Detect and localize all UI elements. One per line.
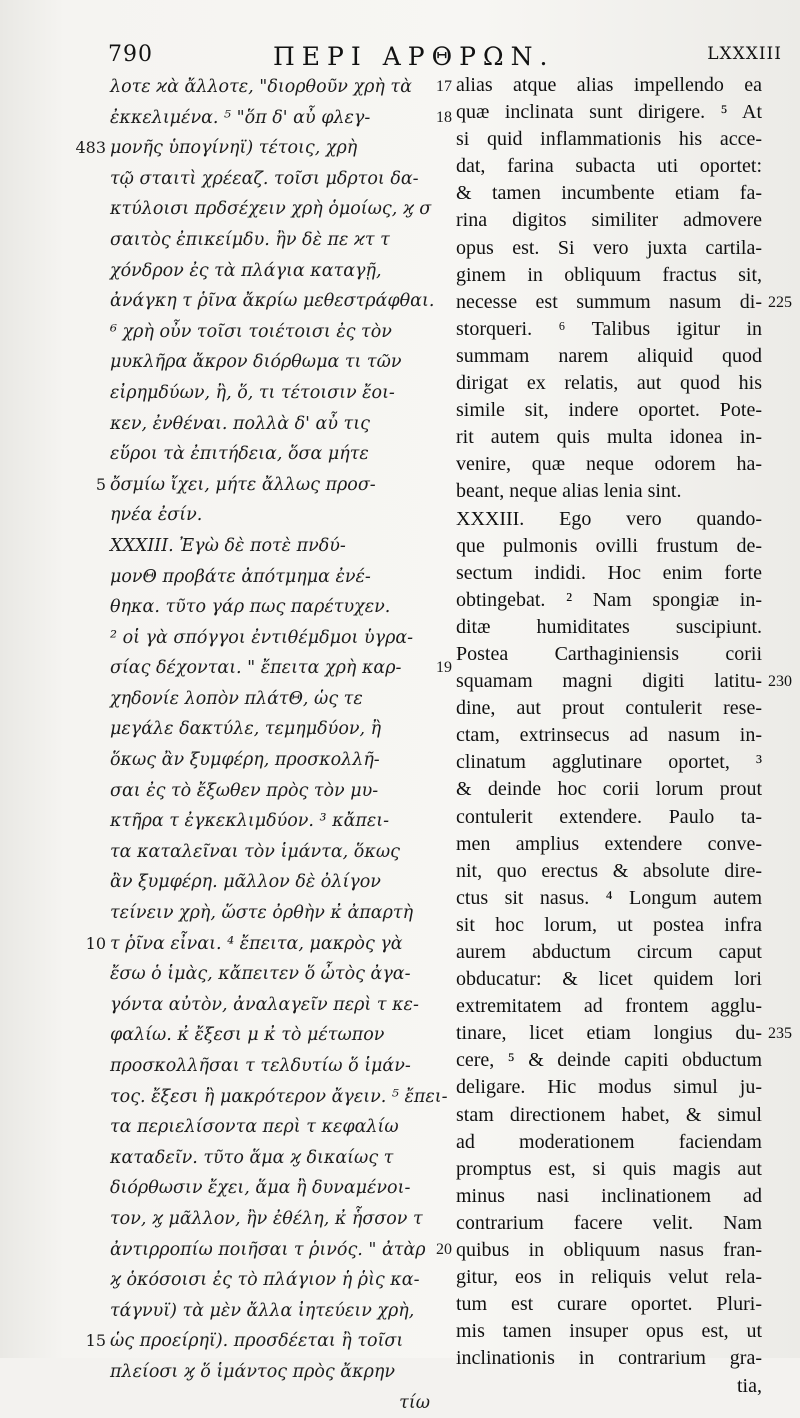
latin-column xyxy=(456,72,792,1400)
text-line xyxy=(110,990,430,1021)
line-text: σαιτὸς ἐπικείμδυ. ἢν δὲ πε ϰτ τ xyxy=(110,229,390,250)
text-line xyxy=(85,929,430,960)
line-text: sectum indidi. Hoc enim forte xyxy=(456,561,762,584)
line-text: γόντα αὐτὸν, ἀναλαγεῖν περὶ τ κε- xyxy=(110,994,419,1015)
line-text: μονΘ προβάτε ἀπότμημα ἐνέ- xyxy=(110,566,371,587)
line-text: ἔσω ὁ ἱμὰς, κἄπειτεν ὅ ὦτὸς ἀγα- xyxy=(110,964,411,985)
line-text: ϗ ὁκόσοισι ἐς τὸ πλάγιον ἡ ῥὶς κα- xyxy=(110,1270,420,1291)
line-text: promptus est, si quis magis aut xyxy=(456,1157,762,1180)
running-header xyxy=(108,36,788,76)
line-text: φαλίω. κ̓ ἔξεσι μ κ̓ τὸ μέτωπον xyxy=(110,1025,385,1046)
text-line xyxy=(456,1318,762,1345)
line-text: rit autem quis multa idonea in- xyxy=(456,426,762,449)
line-text: ἀντιρροπίω ποιῆσαι τ ῥινός. " ἀτὰρ xyxy=(110,1239,426,1260)
line-text: ginem in obliquum fractus sit, xyxy=(456,263,762,286)
section-number: LXXXIII xyxy=(707,44,782,64)
line-text: ⁶ χρὴ οὖν τοῖσι τοιέτοισι ἐς τὸν xyxy=(110,321,392,342)
text-line xyxy=(456,560,762,587)
line-text: κτῆρα τ ἐγκεκλιμδύον. ³ κἄπει- xyxy=(110,811,390,832)
text-line xyxy=(456,397,762,424)
margin-line-number: 235 xyxy=(768,1025,792,1043)
text-line xyxy=(456,695,762,722)
line-text: διόρθωσιν ἔχει, ἅμα ἢ δυναμένοι- xyxy=(110,1178,411,1199)
margin-line-number: 19 xyxy=(436,659,452,677)
line-text: sit hoc lorum, ut postea infra xyxy=(456,913,762,936)
text-line xyxy=(110,1296,430,1327)
text-line xyxy=(110,1143,430,1174)
line-text: τ ῥῖνα εἶναι. ⁴ ἔπειτα, μακρὸς γὰ xyxy=(110,933,403,954)
line-text: κτύλοισι πρδσέχειν χρὴ ὁμοίως, ϗ σ xyxy=(110,199,432,220)
text-line xyxy=(456,533,762,560)
line-text: si quid inflammationis his acce- xyxy=(456,128,762,151)
line-text: χηδονίε λοπὸν πλάτΘ, ὡς τε xyxy=(110,688,363,709)
line-text: προσκολλῆσαι τ τελδυτίω ὅ ἱμάν- xyxy=(110,1056,411,1076)
line-text: ² οἱ γὰ σπόγγοι ἐντιθέμδμοι ὑγρα- xyxy=(110,627,414,648)
margin-line-number: 225 xyxy=(768,293,792,311)
line-text: clinatum agglutinare oportet, ³ xyxy=(456,751,762,774)
line-text: ὅκως ἂν ξυμφέρη, προσκολλῆ- xyxy=(110,750,380,771)
line-text: squamam magni digiti latitu- xyxy=(456,670,762,693)
text-line xyxy=(456,668,792,695)
line-text: ad moderationem faciendam xyxy=(456,1130,762,1153)
line-text: χόνδρον ἐς τὰ πλάγια καταγῇ, xyxy=(110,260,382,281)
text-line xyxy=(456,1345,762,1372)
text-line xyxy=(110,623,430,654)
text-line xyxy=(110,103,452,134)
text-line xyxy=(456,1210,762,1237)
text-line xyxy=(456,993,762,1020)
line-text: dat, farina subacta uti oportet: xyxy=(456,155,762,178)
text-line xyxy=(456,370,762,397)
margin-line-number: 230 xyxy=(768,673,792,691)
margin-line-number: 483 xyxy=(75,138,106,158)
text-line xyxy=(110,164,430,195)
text-line xyxy=(456,912,762,939)
line-text: necesse est summum nasum di- xyxy=(456,290,762,313)
text-line xyxy=(456,722,762,749)
line-text: deligare. Hic modus simul ju- xyxy=(456,1076,762,1099)
text-line xyxy=(110,898,430,929)
line-text: extremitatem ad frontem agglu- xyxy=(456,995,762,1018)
line-text: gitur, eos in reliquis velut rela- xyxy=(456,1266,762,1289)
line-text: ὡς προείρηϊ). προσδέεται ἢ τοῖσι xyxy=(110,1331,404,1352)
text-line xyxy=(456,506,762,533)
line-text: contulerit extendere. Paulo ta- xyxy=(456,805,762,828)
line-text: τα περιελίσοντα περὶ τ κεφαλίω xyxy=(110,1117,399,1138)
text-line xyxy=(456,1156,762,1183)
line-text: ἀνάγκη τ ῥῖνα ἄκρίω μεθεστράφθαι. xyxy=(110,291,435,312)
text-line xyxy=(110,1051,430,1082)
line-text: τον, ϗ μᾶλλον, ἢν ἐθέλη, κ̓ ἧσσον τ xyxy=(110,1208,423,1229)
text-line xyxy=(456,180,762,207)
line-text: τίω xyxy=(399,1392,430,1413)
line-text: τῷ σταιτὶ χρέεαζ. τοῖσι μδρτοι δα- xyxy=(110,168,419,189)
line-text: quæ inclinata sunt dirigere. ⁵ At xyxy=(456,101,762,124)
greek-column xyxy=(75,72,452,1418)
line-text: λοτε ϰὰ ἄλλοτε, "διορθοῦν χρὴ τὰ xyxy=(110,77,412,97)
line-text: quibus in obliquum nasus fran- xyxy=(456,1239,762,1262)
text-line xyxy=(110,653,452,684)
line-text: stam directionem habet, & simul xyxy=(456,1103,762,1126)
line-text: σαι ἐς τὸ ἔξωθεν πρὸς τὸν μυ- xyxy=(110,780,379,801)
line-text: μυκλῆρα ἄκρον διόρθωμα τι τῶν xyxy=(110,352,402,373)
text-line xyxy=(456,289,792,316)
text-line xyxy=(110,439,430,470)
text-line xyxy=(110,1265,430,1296)
margin-line-number: 17 xyxy=(436,78,452,95)
text-line xyxy=(110,347,430,378)
page-number: 790 xyxy=(108,42,153,67)
line-text: & deinde hoc corii lorum prout xyxy=(456,778,762,801)
text-line xyxy=(85,1326,430,1357)
text-line xyxy=(110,1020,430,1051)
text-line xyxy=(110,714,430,745)
text-line xyxy=(110,684,430,715)
text-line xyxy=(456,776,762,803)
line-text: ηνέα ἐσίν. xyxy=(110,505,203,526)
text-line xyxy=(456,1373,762,1400)
line-text: εἰρημδύων, ἢ, ὅ, τι τέτοισιν ἔοι- xyxy=(110,382,395,403)
text-line xyxy=(456,1264,762,1291)
line-text: Postea Carthaginiensis corii xyxy=(456,642,762,665)
line-text: ὄσμίω ἴχει, μήτε ἄλλως προσ- xyxy=(110,474,376,495)
text-line xyxy=(110,867,430,898)
line-text: θηκα. τῦτο γάρ πως παρέτυχεν. xyxy=(110,597,391,618)
line-text: minus nasi inclinationem ad xyxy=(456,1184,762,1207)
line-text: aurem abductum circum caput xyxy=(456,941,762,963)
text-line xyxy=(456,207,762,234)
text-line xyxy=(456,478,762,505)
text-line xyxy=(456,262,762,289)
text-line xyxy=(110,1235,452,1266)
text-line xyxy=(456,1047,762,1074)
line-text: κεν, ἐνθέναι. πολλὰ δ' αὖ τις xyxy=(110,413,370,434)
text-line xyxy=(110,286,435,317)
line-text: μεγάλε δακτύλε, τεμημδύον, ἢ xyxy=(110,719,382,740)
text-line xyxy=(456,316,762,343)
text-line xyxy=(110,592,430,623)
line-text: que pulmonis ovilli frustum de- xyxy=(456,534,762,557)
text-line xyxy=(110,378,430,409)
text-line xyxy=(95,470,430,501)
line-text: alias atque alias impellendo ea xyxy=(456,74,762,96)
text-line xyxy=(456,966,762,993)
line-text: & tamen incumbente etiam fa- xyxy=(456,182,762,205)
text-line xyxy=(456,99,762,126)
line-text: τα καταλεῖναι τὸν ἱμάντα, ὅκως xyxy=(110,841,400,862)
text-line xyxy=(110,562,430,593)
text-line xyxy=(110,1173,430,1204)
line-text: obtingebat. ² Nam spongiæ in- xyxy=(456,588,762,611)
text-line xyxy=(456,126,762,153)
text-line xyxy=(456,749,762,776)
text-line xyxy=(110,256,430,287)
text-line xyxy=(110,776,430,807)
line-text: dirigat ex relatis, aut quod his xyxy=(456,372,762,395)
line-text: opus est. Si vero juxta cartila- xyxy=(456,236,762,259)
text-line xyxy=(110,1112,430,1143)
line-text: ctam, extrinsecus ad nasum in- xyxy=(456,724,762,747)
line-text: dine, aut prout contulerit rese- xyxy=(456,697,762,720)
margin-line-number: 18 xyxy=(436,108,452,126)
text-line xyxy=(110,317,430,348)
page-title: ΠΕΡΙ ΑΡΘΡΩΝ. xyxy=(273,42,555,71)
line-text: venire, quæ neque odorem ha- xyxy=(456,453,762,476)
text-line xyxy=(456,235,762,262)
line-text: obducatur: & licet quidem lori xyxy=(456,968,762,991)
line-text: rina digitos similiter admovere xyxy=(456,209,762,232)
text-line xyxy=(456,614,762,641)
text-line xyxy=(456,343,762,370)
line-text: εὕροι τὰ ἐπιτήδεια, ὅσα μήτε xyxy=(110,444,369,465)
line-text: summam narem aliquid quod xyxy=(456,344,762,367)
text-line xyxy=(456,1129,762,1156)
text-line xyxy=(110,837,430,868)
text-line xyxy=(110,1204,430,1235)
text-line xyxy=(110,806,430,837)
line-text: inclinationis in contrarium gra- xyxy=(456,1347,762,1370)
text-line xyxy=(456,804,762,831)
text-line xyxy=(456,1102,762,1129)
text-line xyxy=(456,939,762,966)
line-text: XXXIII. Ego vero quando- xyxy=(456,507,762,530)
text-line xyxy=(456,451,762,478)
text-line xyxy=(456,1237,762,1264)
line-text: nit, quo erectus & absolute dire- xyxy=(456,859,762,882)
line-text: tinare, licet etiam longius du- xyxy=(456,1022,762,1045)
line-text: tum est curare oportet. Pluri- xyxy=(456,1293,762,1316)
text-line xyxy=(456,858,762,885)
text-line xyxy=(456,424,762,451)
text-line xyxy=(110,1388,430,1418)
margin-line-number: 20 xyxy=(436,1240,452,1258)
text-line xyxy=(456,72,762,99)
margin-line-number: 5 xyxy=(95,474,106,494)
line-text: σίας δέχονται. " ἔπειτα χρὴ καρ- xyxy=(110,658,402,679)
text-line xyxy=(456,153,762,180)
text-line xyxy=(110,72,452,103)
text-line xyxy=(456,831,762,858)
text-line xyxy=(456,1020,792,1047)
line-text: contrarium facere velit. Nam xyxy=(456,1211,762,1234)
text-line xyxy=(110,225,430,256)
line-text: beant, neque alias lenia sint. xyxy=(456,480,682,503)
text-line xyxy=(110,959,430,990)
margin-line-number: 10 xyxy=(85,933,106,953)
line-text: ἂν ξυμφέρη. μᾶλλον δὲ ὀλίγον xyxy=(110,872,381,893)
line-text: ἐκκελιμένα. ⁵ "ὅπ δ' αὖ φλεγ- xyxy=(110,107,371,128)
text-line xyxy=(110,1082,448,1113)
text-line xyxy=(75,133,430,164)
line-text: ditæ humiditates suscipiunt. xyxy=(456,615,762,638)
line-text: simile sit, indere oportet. Pote- xyxy=(456,399,762,422)
line-text: men amplius extendere conve- xyxy=(456,832,762,855)
line-text: τος. ἔξεσι ἢ μακρότερον ἄγειν. ⁵ ἔπει- xyxy=(110,1086,448,1107)
text-line xyxy=(456,1183,762,1210)
line-text: πλείοσι ϗ ὅ ἱμάντος πρὸς ἄκρην xyxy=(110,1361,395,1382)
text-line xyxy=(110,194,430,225)
text-line xyxy=(110,409,430,440)
line-text: ctus sit nasus. ⁴ Longum autem xyxy=(456,886,762,909)
line-text: καταδεῖν. τῦτο ἅμα ϗ δικαίως τ xyxy=(110,1147,394,1168)
text-line xyxy=(456,885,762,912)
text-line xyxy=(110,1357,430,1388)
text-line xyxy=(110,531,430,562)
text-line xyxy=(456,641,762,668)
line-text: μονῆς ὑπογίνηϊ) τέτοις, χρὴ xyxy=(110,138,358,159)
text-line xyxy=(110,500,430,531)
line-text: XXXIII. Ἐγὼ δὲ ποτὲ πνδύ- xyxy=(110,535,346,556)
text-line xyxy=(456,587,762,614)
line-text: τάγνυϊ) τὰ μὲν ἄλλα ἰητεύειν χρὴ, xyxy=(110,1300,415,1321)
margin-line-number: 15 xyxy=(85,1331,106,1351)
line-text: mis tamen insuper opus est, ut xyxy=(456,1320,762,1343)
line-text: storqueri. ⁶ Talibus igitur in xyxy=(456,317,762,340)
text-line xyxy=(456,1291,762,1318)
line-text: tia, xyxy=(737,1374,762,1397)
line-text: cere, ⁵ & deinde capiti obductum xyxy=(456,1049,762,1072)
line-text: τείνειν χρὴ, ὥστε ὀρθὴν κ̓ ἀπαρτὴ xyxy=(110,903,414,924)
text-line xyxy=(110,745,430,776)
text-line xyxy=(456,1074,762,1101)
